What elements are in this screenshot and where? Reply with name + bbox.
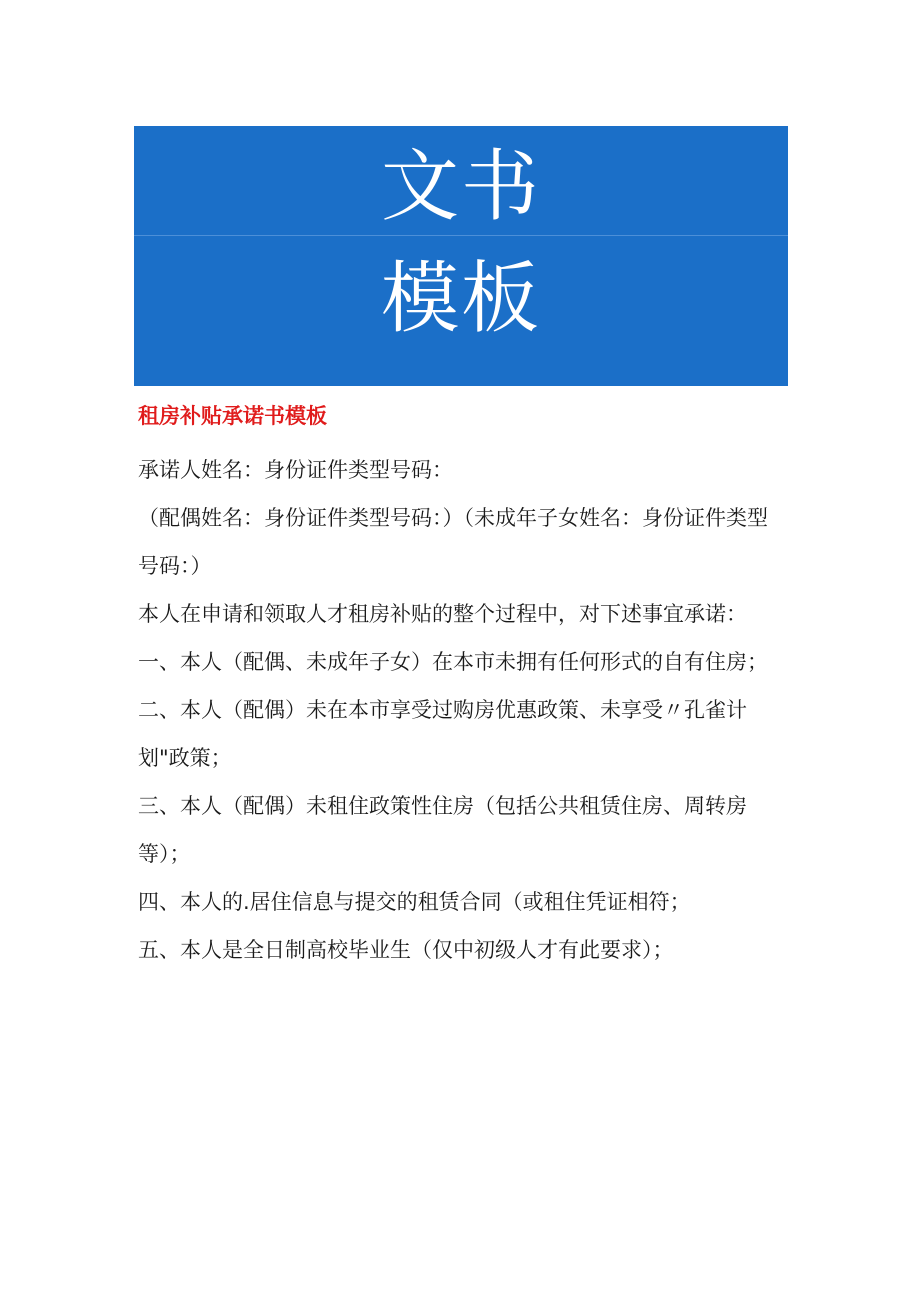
- paragraph-family-info: （配偶姓名：身份证件类型号码：）（未成年子女姓名：身份证件类型号码：）: [138, 506, 768, 578]
- banner-divider: [134, 235, 788, 236]
- paragraph-item-3: 三、本人（配偶）未租住政策性住房（包括公共租赁住房、周转房等）；: [138, 794, 747, 866]
- document-body: [138, 396, 768, 974]
- banner-title-line-2: 模板: [380, 254, 541, 344]
- paragraph-item-5: 五、本人是全日制高校毕业生（仅中初级人才有此要求）；: [138, 938, 674, 962]
- document-title: 租房补贴承诺书模板: [138, 404, 327, 428]
- paragraph-intro: 本人在申请和领取人才租房补贴的整个过程中，对下述事宜承诺：: [138, 602, 747, 626]
- cover-banner: [134, 126, 788, 386]
- paragraph-promiser-info: 承诺人姓名：身份证件类型号码：: [138, 458, 453, 482]
- banner-title-line-1: 文书: [380, 142, 541, 232]
- paragraph-item-2: 二、本人（配偶）未在本市享受过购房优惠政策、未享受〃孔雀计划"政策；: [138, 698, 747, 770]
- paragraph-item-4: 四、本人的.居住信息与提交的租赁合同（或租住凭证相符；: [138, 890, 691, 914]
- paragraph-item-1: 一、本人（配偶、未成年子女）在本市未拥有任何形式的自有住房；: [138, 650, 768, 674]
